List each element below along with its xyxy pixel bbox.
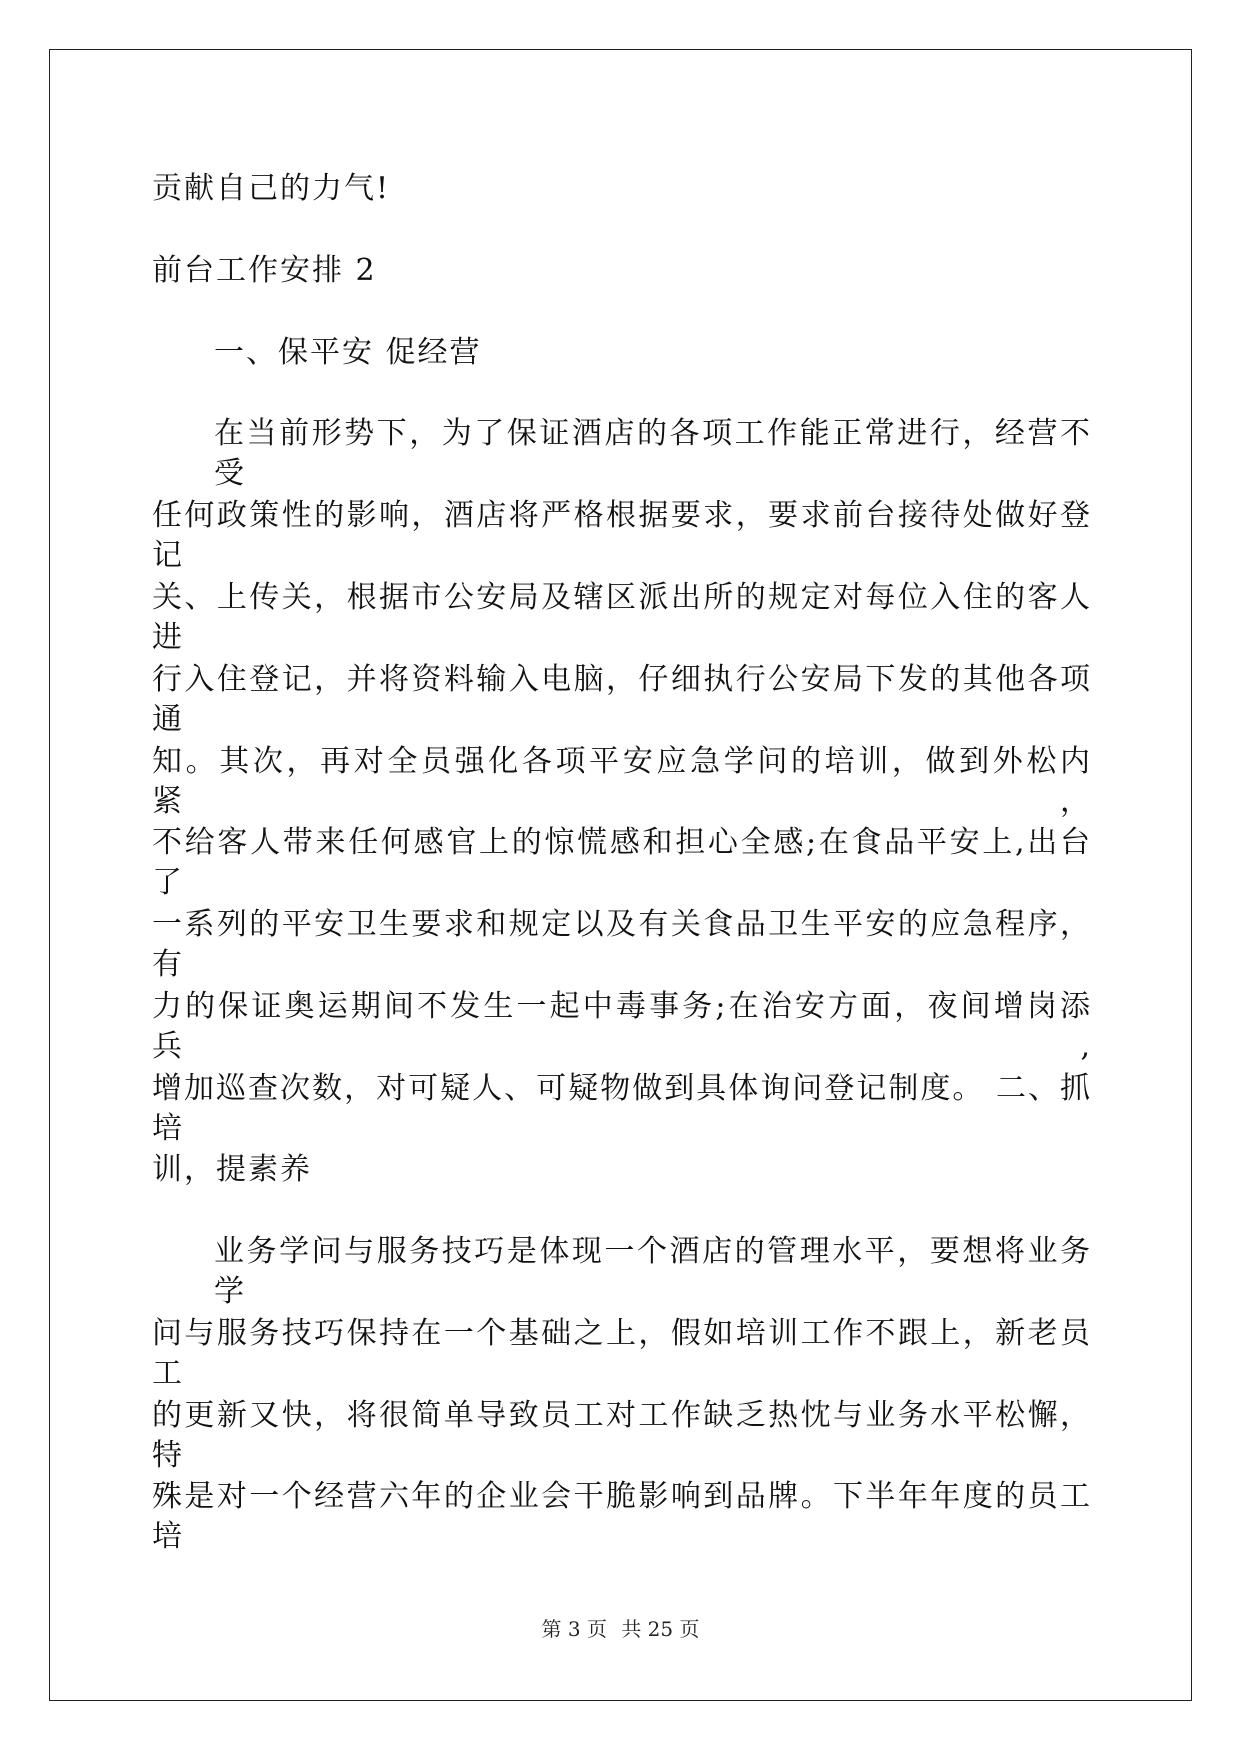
text-line: 贡献自己的力气! xyxy=(152,171,391,206)
paragraph-line: 的更新又快，将很简单导致员工对工作缺乏热忱与业务水平松懈，特 xyxy=(152,1398,1092,1473)
paragraph-line: 关、上传关，根据市公安局及辖区派出所的规定对每位入住的客人进 xyxy=(152,580,1092,655)
subsection-heading: 一、保平安 促经营 xyxy=(214,335,482,370)
section-title: 前台工作安排 2 xyxy=(152,253,377,288)
page-footer xyxy=(0,1617,1241,1641)
paragraph-line: 一系列的平安卫生要求和规定以及有关食品卫生平安的应急程序，有 xyxy=(152,907,1092,982)
paragraph-line: 知。其次，再对全员强化各项平安应急学问的培训，做到外松内紧， xyxy=(152,744,1092,819)
page-number-total: 共 25 页 xyxy=(621,1617,700,1641)
paragraph-line: 力的保证奥运期间不发生一起中毒事务;在治安方面，夜间增岗添兵, xyxy=(152,989,1092,1064)
paragraph-line: 业务学问与服务技巧是体现一个酒店的管理水平，要想将业务学 xyxy=(214,1234,1092,1309)
paragraph-line: 问与服务技巧保持在一个基础之上，假如培训工作不跟上，新老员工 xyxy=(152,1316,1092,1391)
paragraph-line: 任何政策性的影响，酒店将严格根据要求，要求前台接待处做好登记 xyxy=(152,498,1092,573)
paragraph-line: 不给客人带来任何感官上的惊慌感和担心全感;在食品平安上,出台了 xyxy=(152,825,1092,900)
paragraph-line: 行入住登记，并将资料输入电脑，仔细执行公安局下发的其他各项通 xyxy=(152,662,1092,737)
paragraph-line: 在当前形势下，为了保证酒店的各项工作能正常进行，经营不受 xyxy=(214,416,1092,491)
page-number-current: 第 3 页 xyxy=(541,1617,607,1641)
paragraph-line: 增加巡查次数，对可疑人、可疑物做到具体询问登记制度。 二、抓培 xyxy=(152,1071,1092,1146)
paragraph-line: 训，提素养 xyxy=(152,1152,312,1187)
paragraph-line: 殊是对一个经营六年的企业会干脆影响到品牌。下半年年度的员工培 xyxy=(152,1479,1092,1554)
